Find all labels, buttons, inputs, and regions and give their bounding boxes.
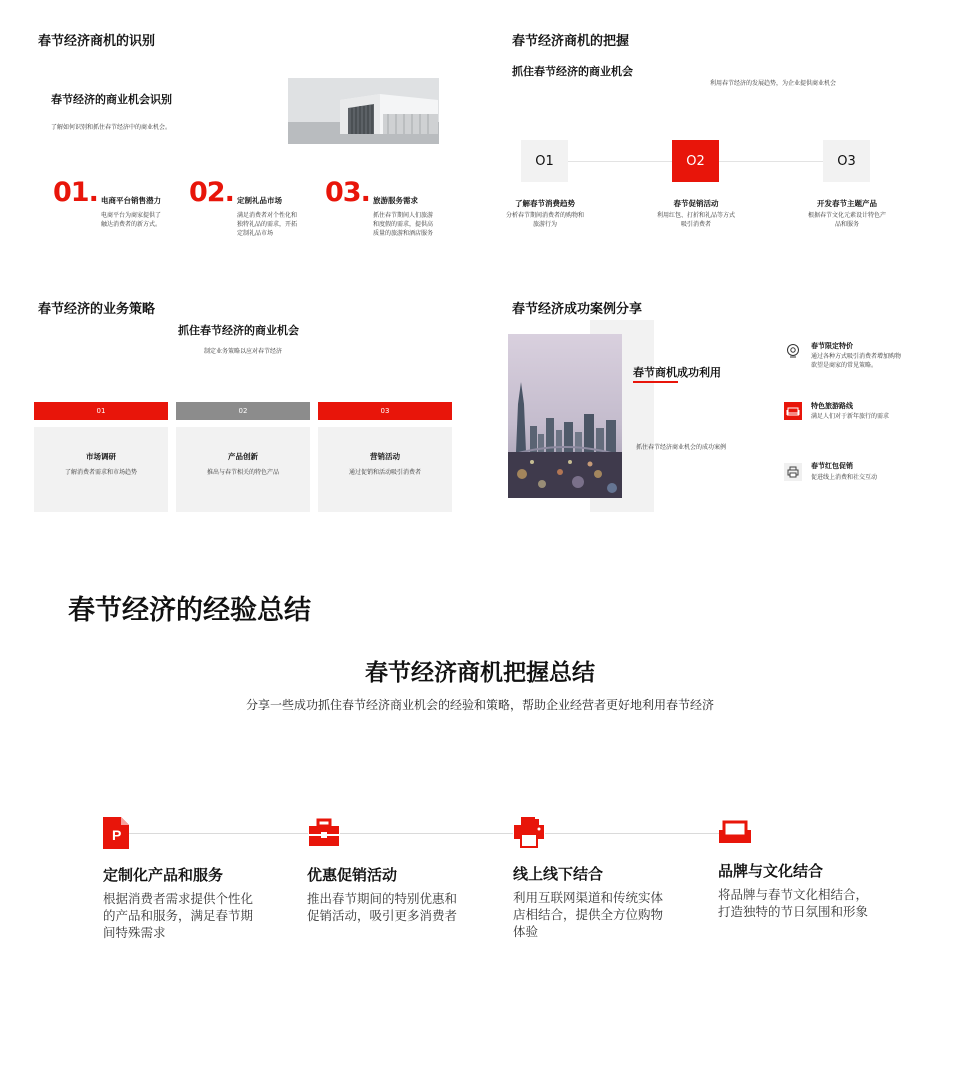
slide4-title: 春节经济成功案例分享: [512, 302, 643, 317]
slide1-item2-title: 定制礼品市场: [237, 196, 282, 205]
printer-icon: [784, 463, 802, 481]
sofa-icon: [719, 820, 751, 846]
slide3-note: 制定业务策略以应对春节经济: [204, 348, 283, 355]
webcam-icon: [784, 342, 802, 360]
step-box-3: O3: [823, 140, 870, 182]
summary-item-1-title: 定制化产品和服务: [103, 866, 224, 884]
step-box-1: O1: [521, 140, 568, 182]
case-item-3-desc: 促进线上消费和社交互动: [811, 474, 878, 481]
case-item-3-title: 春节红包促销: [811, 462, 853, 470]
case-item-1-title: 春节限定特价: [811, 342, 853, 350]
slide3-title: 春节经济的业务策略: [38, 302, 156, 317]
slide2-subtitle: 抓住春节经济的商业机会: [512, 65, 633, 78]
slide1-title: 春节经济商机的识别: [38, 34, 156, 49]
step-1-title: 了解春节消费趋势: [515, 199, 575, 208]
slide2-note: 利用春节经济的发展趋势，为企业提供商业机会: [710, 80, 837, 87]
printer-icon: [513, 816, 545, 848]
case-title-underline: [633, 381, 678, 383]
strategy-card-3-title: 营销活动: [370, 452, 400, 461]
city-skyline-photo: [508, 334, 622, 498]
slide1-description: 了解如何识别和抓住春节经济中的商业机会。: [51, 124, 172, 131]
slide2-title: 春节经济商机的把握: [512, 34, 630, 49]
step-2-title: 春节促销活动: [673, 199, 719, 208]
summary-item-3-title: 线上线下结合: [513, 865, 604, 883]
case-description: 抓住春节经济商业机会的成功案例: [636, 444, 727, 451]
summary-item-4-title: 品牌与文化结合: [718, 862, 824, 880]
case-title: 春节商机成功利用: [633, 366, 721, 379]
slide1-item3-desc: 抓住春节期间人们旅游和度假的需求，提供高质量的旅游和酒店服务: [373, 212, 434, 237]
step-box-2: O2: [672, 140, 719, 182]
slide3-subtitle: 抓住春节经济的商业机会: [178, 324, 299, 337]
strategy-card-3-desc: 通过促销和活动吸引消费者: [348, 469, 421, 476]
slide1-subtitle: 春节经济的商业机会识别: [51, 93, 172, 106]
slide1-item1-title: 电商平台销售潜力: [101, 196, 161, 205]
slide1-item1-desc: 电商平台为商家提供了触达消费者的新方式。: [101, 212, 162, 228]
document-icon: [103, 817, 129, 849]
case-item-2-title: 特色旅游路线: [811, 402, 853, 410]
summary-connector: [115, 833, 740, 834]
strategy-card-2-desc: 推出与春节相关的特色产品: [206, 469, 279, 476]
slide1-item3-title: 旅游服务需求: [373, 196, 418, 205]
summary-item-2-desc: 推出春节期间的特别优惠和促销活动，吸引更多消费者: [307, 891, 458, 923]
summary-item-2-title: 优惠促销活动: [307, 866, 398, 884]
slide5-title: 春节经济的经验总结: [68, 595, 311, 626]
slide1-item2-desc: 满足消费者对个性化和独特礼品的需求，开拓定制礼品市场: [237, 212, 298, 237]
case-item-1-desc: 通过各种方式吸引消费者增加购物欲望是商家的常见策略。: [811, 353, 902, 369]
strategy-card-2-title: 产品创新: [228, 452, 258, 461]
slide1-item3-number: 03.: [325, 177, 370, 208]
slide1-item1-number: 01.: [53, 177, 98, 208]
strategy-card-1-title: 市场调研: [86, 452, 116, 461]
building-photo: [288, 78, 439, 144]
strategy-card-1-desc: 了解消费者需求和市场趋势: [64, 469, 137, 476]
slide5-subtitle: 春节经济商机把握总结: [365, 660, 595, 686]
step-3-title: 开发春节主题产品: [817, 199, 877, 208]
strategy-header-1: 01: [34, 402, 168, 420]
summary-item-3-desc: 利用互联网渠道和传统实体店相结合，提供全方位购物体验: [513, 890, 664, 939]
step-2-desc: 利用红包、打折和礼品等方式吸引消费者: [656, 212, 735, 228]
strategy-header-3: 03: [318, 402, 452, 420]
step-1-desc: 分析春节期间消费者的购物和旅游行为: [505, 212, 584, 228]
summary-item-4-desc: 将品牌与春节文化相结合，打造独特的节日氛围和形象: [718, 887, 869, 919]
strategy-header-2: 02: [176, 402, 310, 420]
slide5-description: 分享一些成功抓住春节经济商业机会的经验和策略，帮助企业经营者更好地利用春节经济: [245, 698, 714, 712]
summary-item-1-desc: 根据消费者需求提供个性化的产品和服务，满足春节期间特殊需求: [103, 891, 254, 940]
step-3-desc: 根据春节文化元素设计特色产品和服务: [807, 212, 886, 228]
svg-text:P: P: [112, 827, 122, 843]
slide1-item2-number: 02.: [189, 177, 234, 208]
toolbox-icon: [308, 818, 340, 848]
sofa-icon: [784, 402, 802, 420]
case-item-2-desc: 满足人们对于新年旅行的需求: [811, 413, 890, 420]
